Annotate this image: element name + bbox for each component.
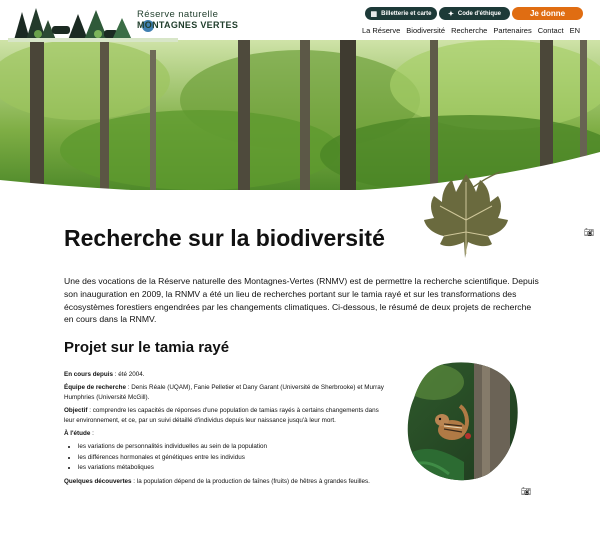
hiker-icon: ✦	[448, 10, 454, 18]
code-of-ethics-button[interactable]	[439, 7, 510, 20]
study-suffix: :	[90, 430, 94, 438]
main-nav	[362, 26, 580, 35]
intro-paragraph: Une des vocations de la Réserve naturelle des Montagnes-Vertes (RNMV) est de permettre la recherche scientifique. Depuis son inauguration en 2009, la RNMV a été un lieu de recherches portant sur le tamia rayé et sur les transformations des écosystèmes forestiers engendrées par les changements climatiques. Ci-dessous, le résumé de deux projets de recherche en cours dans la RNMV.	[64, 276, 539, 325]
logo-line2: MONTAGNES VERTES	[137, 20, 239, 30]
project-team	[64, 383, 386, 402]
project-since	[64, 370, 386, 379]
hero-forest-image	[0, 40, 600, 190]
list-item: • les variations de personnalités individuelles au sein de la population	[78, 442, 386, 451]
chipmunk-photo	[404, 362, 519, 482]
site-header	[0, 0, 600, 40]
project-goal	[64, 406, 386, 425]
project-study	[64, 429, 386, 438]
nav-item-contact[interactable]: Contact	[537, 26, 564, 35]
goal-value: : comprendre les capacités de réponses d'une population de tamias rayés à certains changements dans leur environnement, et ce, par un suivi détaillé d'individus depuis leur naissance jusqu'à leur mort.	[64, 407, 379, 424]
page-title: Recherche sur la biodiversité	[64, 225, 385, 251]
list-item: • les différences hormonales et génétiques entre les individus	[78, 453, 386, 462]
findings-label: Quelques découvertes	[64, 477, 132, 485]
list-item: • les variations métaboliques	[78, 463, 386, 472]
donate-label: Je donne	[529, 9, 566, 18]
study-list	[78, 442, 386, 472]
nav-item-biodiversity[interactable]: Biodiversité	[406, 26, 446, 35]
study-label: À l'étude	[64, 430, 91, 438]
nav-item-research[interactable]: Recherche	[451, 26, 488, 35]
since-label: En cours depuis	[64, 371, 113, 378]
camera-icon[interactable]: 📷︎	[584, 228, 595, 237]
nav-item-partners[interactable]: Partenaires	[493, 26, 532, 35]
tickets-map-label: Billetterie et carte	[381, 10, 432, 17]
findings-value: : la population dépend de la production de faînes (fruits) de hêtres à grandes feuilles.	[131, 477, 370, 485]
section-title: Projet sur le tamia rayé	[64, 339, 230, 356]
team-label: Équipe de recherche	[64, 384, 126, 392]
team-value: : Denis Réale (UQAM), Fanie Pelletier et Dany Garant (Université de Sherbrooke) et Murray Humphries (Université McGill).	[64, 384, 384, 401]
donate-button[interactable]	[512, 7, 583, 20]
map-icon: ▦	[370, 10, 378, 18]
project-details	[64, 370, 386, 490]
code-of-ethics-label: Code d'éthique	[457, 10, 501, 17]
camera-icon[interactable]: 📷︎	[521, 487, 532, 496]
nav-item-language[interactable]: EN	[569, 26, 580, 35]
logo-text[interactable]	[137, 10, 238, 30]
since-value: : été 2004.	[113, 371, 145, 378]
tickets-map-button[interactable]	[365, 7, 437, 20]
goal-label: Objectif	[64, 407, 88, 415]
project-findings	[64, 477, 386, 486]
nav-item-reserve[interactable]: La Réserve	[361, 26, 401, 35]
logo-line1: Réserve naturelle	[137, 9, 219, 20]
maple-leaf-icon	[420, 170, 510, 260]
